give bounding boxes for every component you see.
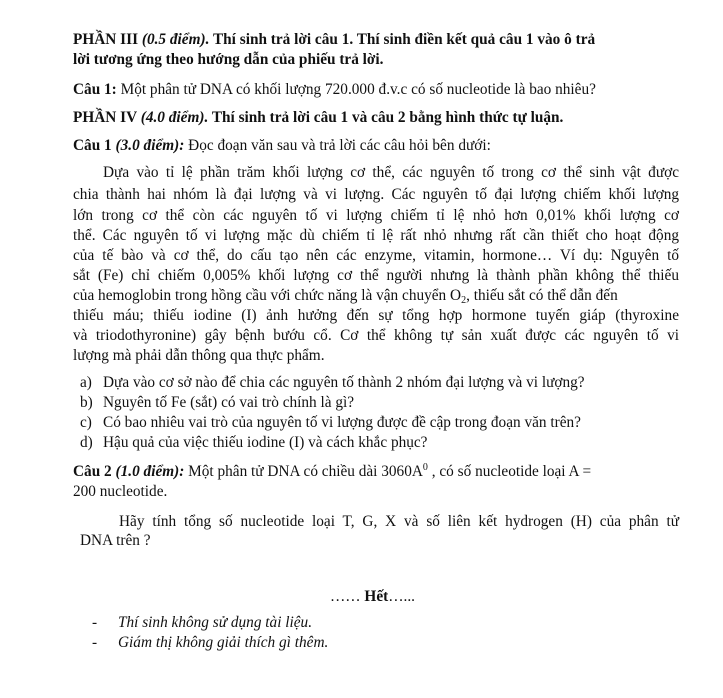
part4-q2-score: (1.0 điểm): xyxy=(115,463,185,480)
part4-instruction xyxy=(73,108,563,128)
passage-line-7-end: , thiếu sắt có thể dẫn đến xyxy=(466,287,618,304)
oxygen-subscript: 2 xyxy=(461,295,467,306)
part4-q1-label: Câu 1 xyxy=(73,137,112,154)
passage-line-2: chia thành hai nhóm là đại lượng và vi lượng. Các nguyên tố đại lượng chiếm khối lượng xyxy=(73,186,679,203)
part3-instruction-line2: lời tương ứng theo hướng dẫn của phiếu trả lời. xyxy=(73,51,384,68)
part4-question1 xyxy=(73,136,491,156)
end-dots-left: …… xyxy=(330,588,365,605)
part4-q1-intro: Đọc đoạn văn sau và trả lời các câu hỏi bên dưới: xyxy=(184,137,491,154)
subquestion-d-text: Hậu quả của việc thiếu iodine (I) và cách khắc phục? xyxy=(103,434,428,451)
part4-heading: PHẦN IV xyxy=(73,109,137,126)
part3-instruction-text: Thí sinh trả lời câu 1. Thí sinh điền kết quả câu 1 vào ô trả xyxy=(209,31,596,48)
part4-q2-label: Câu 2 xyxy=(73,463,112,480)
part4-q2-text-a: Một phân tử DNA có chiều dài 3060A xyxy=(184,463,423,480)
passage-line-10: lượng mà phải dẫn thông qua thực phẩm. xyxy=(73,347,325,364)
end-dots-right: …... xyxy=(388,588,415,605)
footer-note-2-text: Giám thị không giải thích gì thêm. xyxy=(118,634,329,651)
end-marker xyxy=(330,587,415,607)
part3-score: (0.5 điểm). xyxy=(141,31,210,48)
part4-question2 xyxy=(73,462,591,482)
passage-line-3: lớn trong cơ thể còn các nguyên tố vi lượng chiếm tỉ lệ nhỏ hơn 0,01% khối lượng cơ xyxy=(73,207,679,224)
passage-line-5: của tế bào và cơ thể, do cấu tạo nên các enzyme, vitamin, hormone… Ví dụ: Nguyên tố xyxy=(73,247,679,264)
angstrom-superscript: 0 xyxy=(422,462,428,473)
part4-score: (4.0 điểm). xyxy=(140,109,209,126)
part4-q2-task-line1: Hãy tính tổng số nucleotide loại T, G, X và số liên kết hydrogen (H) của phân tử xyxy=(119,513,679,530)
passage-line-1: Dựa vào tỉ lệ phần trăm khối lượng cơ thể, các nguyên tố trong cơ thể sinh vật được xyxy=(103,164,679,181)
passage-line-4: thể. Các nguyên tố vi lượng mặc dù chiếm tỉ lệ rất nhỏ nhưng rất cần thiết cho hoạt động xyxy=(73,227,679,244)
footer-note-2 xyxy=(92,633,328,653)
subquestion-b-text: Nguyên tố Fe (sắt) có vai trò chính là gì? xyxy=(103,394,355,411)
part4-instruction-text: Thí sinh trả lời câu 1 và câu 2 bằng hình thức tự luận. xyxy=(208,109,564,126)
part3-instruction-line1 xyxy=(73,30,595,50)
part3-heading: PHẦN III xyxy=(73,31,139,48)
subquestion-a-label: a) xyxy=(80,374,92,391)
footer-note-1 xyxy=(92,613,312,633)
part4-q2-line2: 200 nucleotide. xyxy=(73,483,168,500)
subquestion-c-text: Có bao nhiêu vai trò của nguyên tố vi lượng được đề cập trong đoạn văn trên? xyxy=(103,414,581,431)
subquestion-a-text: Dựa vào cơ sở nào để chia các nguyên tố thành 2 nhóm đại lượng và vi lượng? xyxy=(103,374,585,391)
footer-dash-1: - xyxy=(92,614,98,631)
part3-question1 xyxy=(73,80,596,100)
part3-q1-label: Câu 1: xyxy=(73,81,117,98)
footer-note-1-text: Thí sinh không sử dụng tài liệu. xyxy=(118,614,313,631)
footer-dash-2: - xyxy=(92,634,98,651)
part4-q1-score: (3.0 điểm): xyxy=(115,137,185,154)
subquestion-a xyxy=(80,373,585,393)
subquestion-c-label: c) xyxy=(80,414,92,431)
passage-line-6: sắt (Fe) chỉ chiếm 0,005% khối lượng cơ thể người nhưng là thành phần không thể thiếu xyxy=(73,267,679,284)
subquestion-d xyxy=(80,433,427,453)
part3-q1-text: Một phân tử DNA có khối lượng 720.000 đ.v.c có số nucleotide là bao nhiêu? xyxy=(116,81,596,98)
part4-q2-task-line2: DNA trên ? xyxy=(80,532,151,549)
subquestion-b-label: b) xyxy=(80,394,93,411)
subquestion-b xyxy=(80,393,354,413)
passage-line-7-start: của hemoglobin trong hồng cầu với chức năng là vận chuyển O xyxy=(73,287,462,304)
subquestion-c xyxy=(80,413,581,433)
passage-line-9: và triodothyronine) gây bệnh bướu cổ. Cơ thể không tự sản xuất được các nguyên tố vi xyxy=(73,327,679,344)
part4-q2-text-b: , có số nucleotide loại A = xyxy=(427,463,592,480)
passage-line-8: thiếu máu; thiếu iodine (I) ảnh hưởng đến sự tổng hợp hormone tuyến giáp (thyroxine xyxy=(73,307,679,324)
subquestion-d-label: d) xyxy=(80,434,93,451)
end-word: Hết xyxy=(364,588,389,605)
passage-line-7 xyxy=(73,286,618,306)
